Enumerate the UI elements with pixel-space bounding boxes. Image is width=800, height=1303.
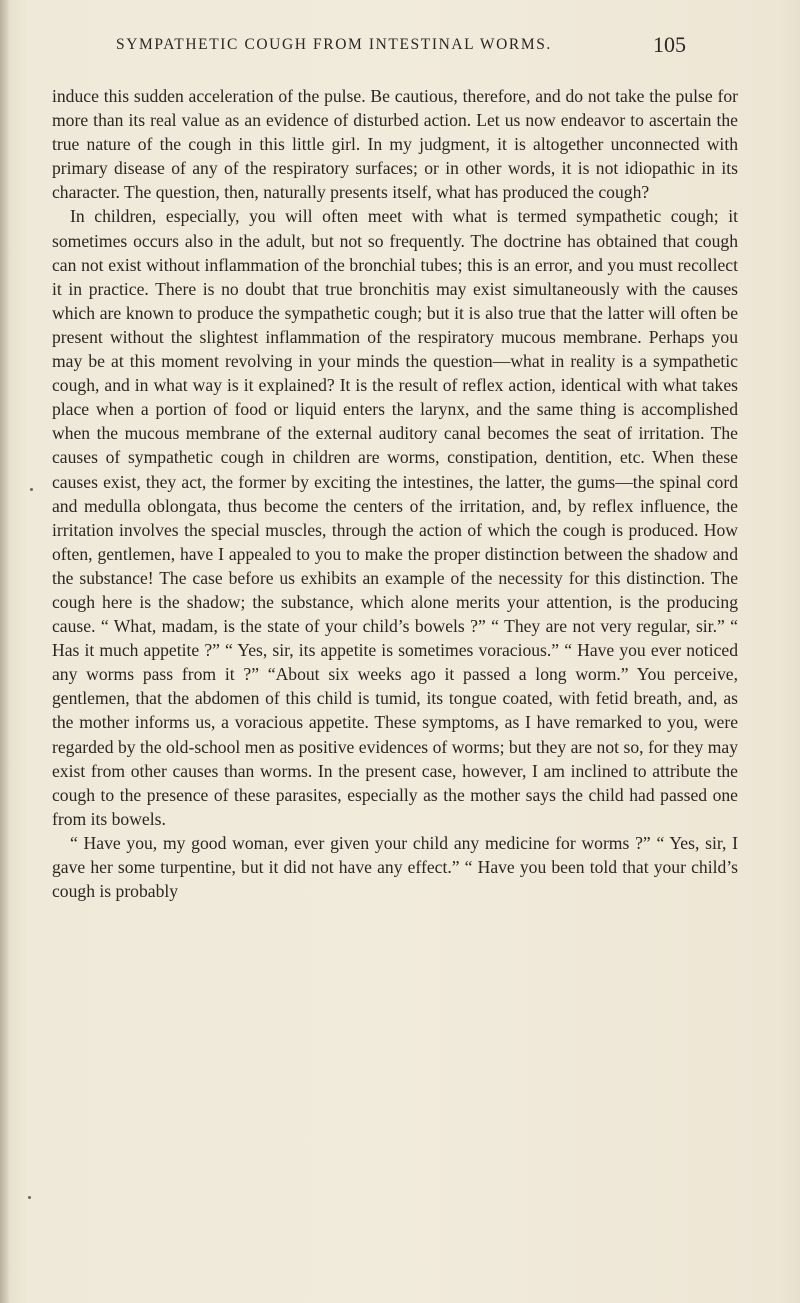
running-head <box>116 32 686 62</box>
binding-gutter <box>0 0 10 1303</box>
running-title: SYMPATHETIC COUGH FROM INTESTINAL WORMS. <box>116 36 552 53</box>
paragraph: “ Have you, my good woman, ever given your child any medicine for worms ?” “ Yes, sir, I gave her some turpentine, but it did not have any effect.” “ Have you been told that your child’s cough is probably <box>52 832 738 902</box>
body-text <box>52 84 738 903</box>
margin-speck <box>30 488 33 491</box>
paragraph: In children, especially, you will often meet with what is termed sympathetic cough; it sometimes occurs also in the adult, but not so frequently. The doctrine has obtained that cough can not exist without inflammation of the bronchial tubes; this is an error, and you must recollect it in practice. There is no doubt that true bronchitis may exist simultaneously with the causes which are known to produce the sympathetic cough; but it is also true that the latter will often be present without the slightest inflammation of the respiratory mucous membrane. Perhaps you may be at this moment revolving in your minds the question—what in reality is a sympathetic cough, and in what way is it explained? It is the result of reflex action, identical with what takes place when a portion of food or liquid enters the larynx, and the same thing is accomplished when the mucous membrane of the external auditory canal becomes the seat of irritation. The causes of sympathetic cough in children are worms, constipation, dentition, etc. When these causes exist, they act, the former by exciting the intestines, the latter, the gums—the spinal cord and medulla oblongata, thus become the centers of the irritation, and, by reflex influence, the irritation involves the special muscles, through the action of which the cough is produced. How often, gentlemen, have I appealed to you to make the proper distinction between the shadow and the substance! The case before us exhibits an example of the necessity for this distinction. The cough here is the shadow; the substance, which alone merits your attention, is the producing cause. “ What, madam, is the state of your child’s bowels ?” “ They are not very regular, sir.” “ Has it much appetite ?” “ Yes, sir, its appetite is sometimes voracious.” “ Have you ever noticed any worms pass from it ?” “About six weeks ago it passed a long worm.” You perceive, gentlemen, that the abdomen of this child is tumid, its tongue coated, with fetid breath, and, as the mother informs us, a voracious appetite. These symptoms, as I have remarked to you, were regarded by the old-school men as positive evidences of worms; but they are not so, for they may exist from other causes than worms. In the present case, however, I am inclined to attribute the cough to the presence of these parasites, especially as the mother says the child had passed one from its bowels. <box>52 206 738 829</box>
margin-speck <box>28 1196 31 1199</box>
paragraph: induce this sudden acceleration of the pulse. Be cautious, therefore, and do not take the pulse for more than its real value as an evidence of disturbed action. Let us now endeavor to ascertain the true nature of the cough in this little girl. In my judgment, it is altogether unconnected with primary disease of any of the respiratory surfaces; or in other words, it is not idiopathic in its character. The question, then, naturally presents itself, what has produced the cough? <box>52 86 738 203</box>
page-number: 105 <box>653 32 686 57</box>
